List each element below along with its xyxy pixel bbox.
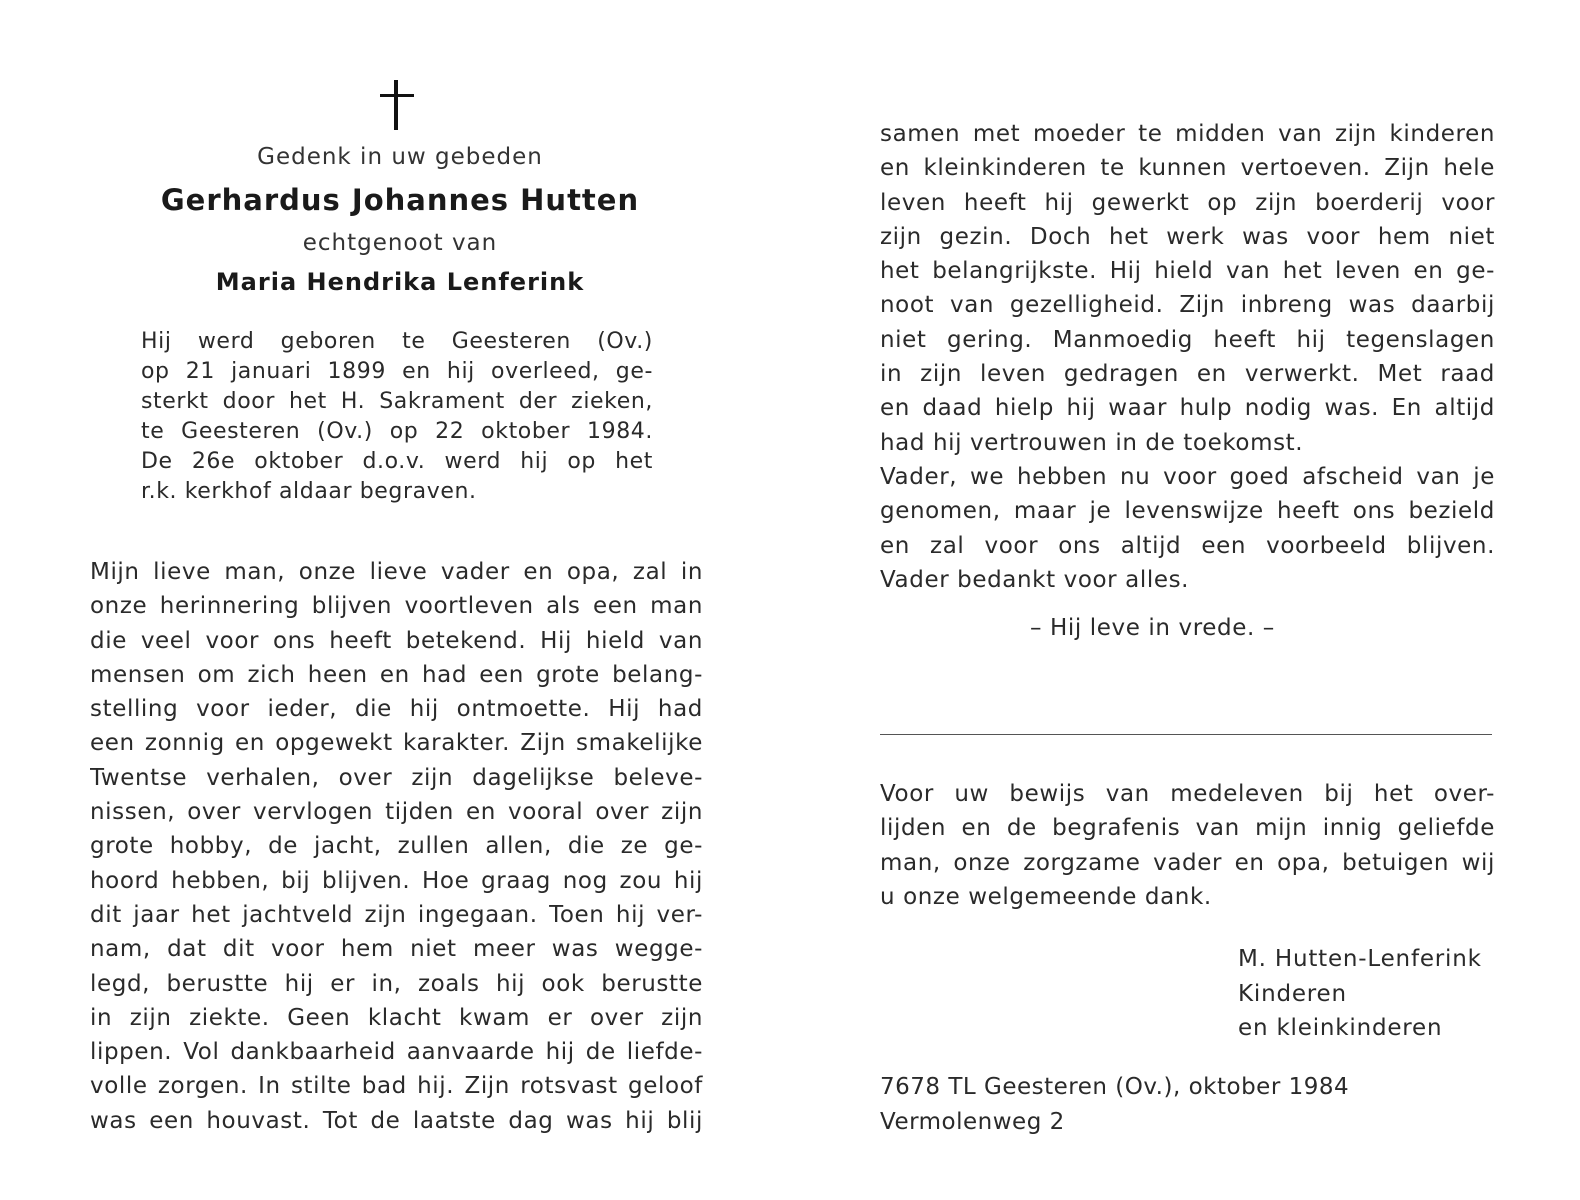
continuation-line: noot van gezelligheid. Zijn inbreng was daarbij bbox=[880, 292, 1495, 319]
tribute-line: stelling voor ieder, die hij ontmoette. Hij had bbox=[90, 696, 703, 723]
closing-wish: – Hij leve in vrede. – bbox=[1030, 615, 1275, 641]
continuation-line: en zal voor ons altijd een voorbeeld blijven. bbox=[880, 532, 1495, 559]
tribute-line: Mijn lieve man, onze lieve vader en opa, zal in bbox=[90, 559, 703, 585]
tribute-line: legd, berustte hij er in, zoals hij ook berustte bbox=[90, 970, 703, 997]
thanks-line: u onze welgemeende dank. bbox=[880, 883, 1212, 910]
tribute-line: Twentse verhalen, over zijn dagelijkse beleve- bbox=[90, 764, 703, 791]
continuation-line: Vader, we hebben nu voor goed afscheid van je bbox=[880, 463, 1495, 490]
tribute-line: nissen, over vervlogen tijden en vooral over zijn bbox=[90, 799, 703, 826]
tribute-line: een zonnig en opgewekt karakter. Zijn smakelijke bbox=[90, 730, 703, 757]
thanks-paragraph bbox=[880, 777, 1495, 914]
bio-line: r.k. kerkhof aldaar begraven. bbox=[141, 479, 477, 504]
continuation-line: leven heeft hij gewerkt op zijn boerderij voor bbox=[880, 189, 1495, 216]
tribute-line: lippen. Vol dankbaarheid aanvaarde hij de liefde- bbox=[90, 1039, 703, 1066]
cross-icon bbox=[380, 80, 414, 132]
tribute-line: nam, dat dit voor hem niet meer was wegge- bbox=[90, 936, 703, 963]
tribute-line: die veel voor ons heeft betekend. Hij hield van bbox=[90, 627, 703, 654]
bio-line: op 21 januari 1899 en hij overleed, ge- bbox=[141, 359, 653, 384]
continuation-line: Vader bedankt voor alles. bbox=[880, 566, 1190, 593]
tribute-line: grote hobby, de jacht, zullen allen, die ze ge- bbox=[90, 833, 703, 860]
bio-paragraph bbox=[141, 327, 653, 507]
continuation-line: in zijn leven gedragen en verwerkt. Met raad bbox=[880, 361, 1495, 388]
spouse-name: Maria Hendrika Lenferink bbox=[215, 268, 585, 296]
thanks-line: Voor uw bewijs van medeleven bij het over- bbox=[880, 781, 1495, 807]
continuation-line: en daad hielp hij waar hulp nodig was. En altijd bbox=[880, 395, 1495, 422]
continuation-line: niet gering. Manmoedig heeft hij tegenslagen bbox=[880, 326, 1495, 353]
deceased-name: Gerhardus Johannes Hutten bbox=[160, 183, 640, 217]
continuation-paragraph bbox=[880, 117, 1495, 597]
tribute-line: mensen om zich heen en had een grote belang- bbox=[90, 661, 703, 688]
thanks-line: man, onze zorgzame vader en opa, betuigen wij bbox=[880, 849, 1495, 876]
bio-line: De 26e oktober d.o.v. werd hij op het bbox=[141, 449, 653, 474]
continuation-line: samen met moeder te midden van zijn kinderen bbox=[880, 121, 1495, 147]
address-line: 7678 TL Geesteren (Ov.), oktober 1984 bbox=[880, 1074, 1350, 1100]
bio-line: sterkt door het H. Sakrament der zieken, bbox=[141, 389, 653, 414]
thanks-line: lijden en de begrafenis van mijn innig geliefde bbox=[880, 815, 1495, 842]
prayer-line: Gedenk in uw gebeden bbox=[257, 144, 543, 170]
bio-line: te Geesteren (Ov.) op 22 oktober 1984. bbox=[141, 419, 653, 444]
bio-line: Hij werd geboren te Geesteren (Ov.) bbox=[141, 329, 653, 354]
address-line: Vermolenweg 2 bbox=[880, 1108, 1065, 1135]
continuation-line: en kleinkinderen te kunnen vertoeven. Zijn hele bbox=[880, 155, 1495, 182]
signature-line: M. Hutten-Lenferink bbox=[1238, 946, 1482, 972]
signature-block bbox=[1238, 942, 1482, 1046]
continuation-line: genomen, maar je levenswijze heeft ons bezield bbox=[880, 498, 1495, 525]
relation-line: echtgenoot van bbox=[302, 230, 498, 256]
tribute-line: in zijn ziekte. Geen klacht kwam er over zijn bbox=[90, 1004, 703, 1031]
divider bbox=[880, 734, 1492, 735]
continuation-line: zijn gezin. Doch het werk was voor hem niet bbox=[880, 223, 1495, 250]
continuation-line: had hij vertrouwen in de toekomst. bbox=[880, 429, 1304, 456]
tribute-line: dit jaar het jachtveld zijn ingegaan. Toen hij ver- bbox=[90, 901, 703, 928]
tribute-line: onze herinnering blijven voortleven als een man bbox=[90, 593, 703, 620]
tribute-paragraph bbox=[90, 555, 703, 1138]
signature-line: Kinderen bbox=[1238, 980, 1347, 1007]
tribute-line: was een houvast. Tot de laatste dag was hij blij bbox=[90, 1107, 703, 1134]
tribute-line: volle zorgen. In stilte bad hij. Zijn rotsvast geloof bbox=[90, 1073, 703, 1100]
tribute-line: hoord hebben, bij blijven. Hoe graag nog zou hij bbox=[90, 867, 703, 894]
address-block bbox=[880, 1070, 1349, 1139]
signature-line: en kleinkinderen bbox=[1238, 1015, 1443, 1041]
continuation-line: het belangrijkste. Hij hield van het leven en ge- bbox=[880, 258, 1495, 285]
